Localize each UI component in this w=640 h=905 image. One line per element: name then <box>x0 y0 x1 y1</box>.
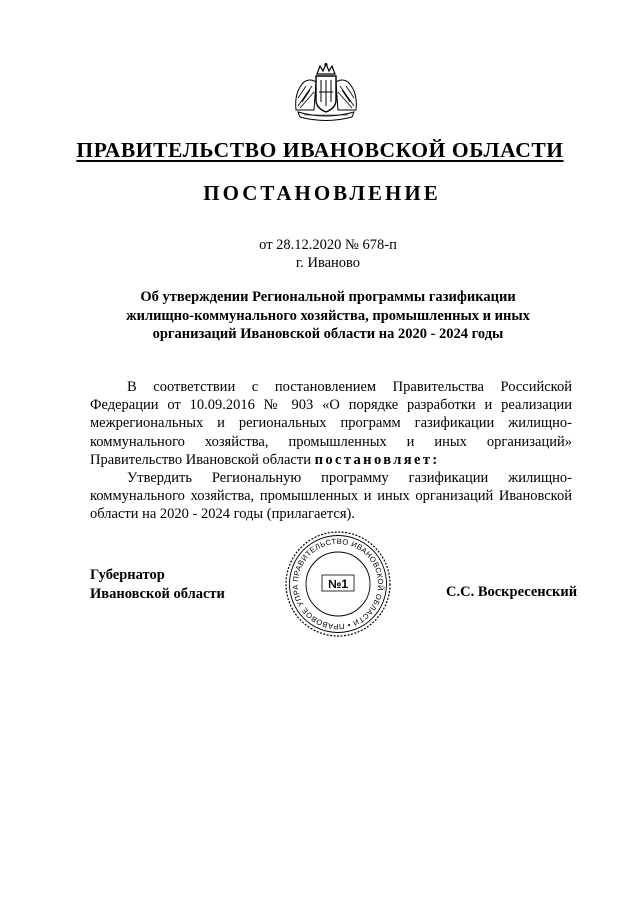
document-body <box>90 378 572 524</box>
city: г. Иваново <box>295 255 361 271</box>
seal-stamp-icon <box>284 530 392 638</box>
paragraph-2: Утвердить Региональную программу газификации жилищно-коммунального хозяйства, промышленных и иных организаций Ивановской области на 2020 - 2024 годы (прилагается). <box>90 470 572 523</box>
document-subject: Об утверждении Региональной программы газификации жилищно-коммунального хозяйства, промышленных и иных организаций Ивановской области на 2020 - 2024 годы <box>126 289 530 342</box>
organization-title: ПРАВИТЕЛЬСТВО ИВАНОВСКОЙ ОБЛАСТИ <box>76 138 564 162</box>
coat-of-arms-icon <box>290 62 362 124</box>
date-number: от 28.12.2020 № 678-п <box>259 237 397 253</box>
signatory-position: Губернатор Ивановской области <box>90 567 225 602</box>
resolves-word: постановляет: <box>314 451 440 468</box>
document-meta <box>0 236 640 272</box>
document-type: ПОСТАНОВЛЕНИЕ <box>203 181 441 205</box>
stamp-ring-text: ПРАВИТЕЛЬСТВО ИВАНОВСКОЙ ОБЛАСТИ • ПРАВОВОЕ УПРА <box>290 536 386 632</box>
paragraph-1: В соответствии с постановлением Правительства Российской Федерации от 10.09.2016 № 903 «О порядке разработки и реализации межрегиональных и региональных программ газификации жилищно-коммунального хозяйства, промышленных и иных организаций» Правительство Ивановской области постановляет: <box>90 379 572 468</box>
stamp-number: №1 <box>327 577 349 591</box>
signatory-name: С.С. Воскресенский <box>446 584 578 600</box>
